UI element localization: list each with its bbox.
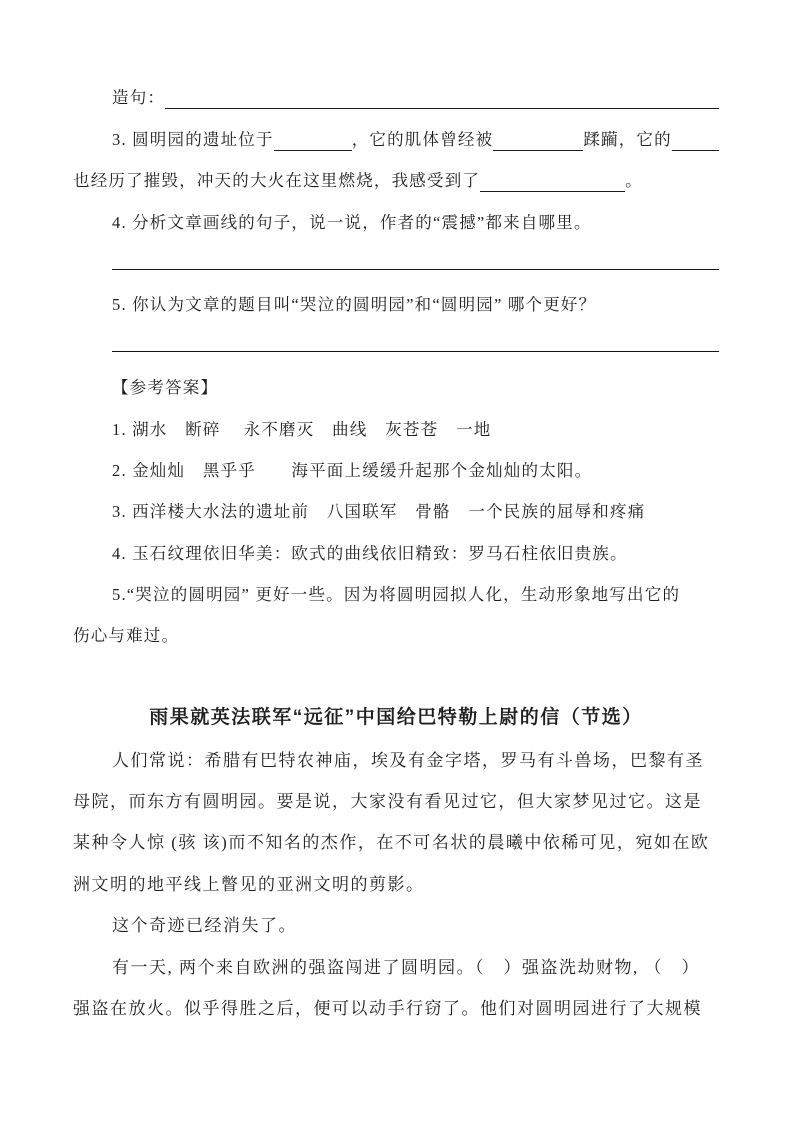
text-segment: 1. 湖水 断碎 永不磨灭 曲线 灰苍苍 一地: [112, 419, 492, 439]
answer-writing-rule: [112, 269, 719, 270]
text-segment: 4. 玉石纹理依旧华美：欧式的曲线依旧精致：罗马石柱依旧贵族。: [112, 543, 628, 563]
answer-rule-1: [73, 242, 719, 283]
document-body: [73, 76, 719, 1028]
letter-para-1-line-2: [73, 780, 719, 821]
text-segment: 5. 你认为文章的题目叫“哭泣的圆明园”和“圆明园” 哪个更好？: [112, 295, 597, 315]
question-3-line-1: [73, 117, 719, 158]
answer-1: [73, 407, 719, 448]
answer-2: [73, 449, 719, 490]
sentence-making-prompt: [73, 76, 719, 117]
letter-para-1-line-4: [73, 862, 719, 903]
text-segment: 。: [625, 171, 643, 191]
fill-in-blank-underline: [672, 147, 719, 151]
text-segment: 洲文明的地平线上瞥见的亚洲文明的剪影。: [73, 874, 425, 894]
text-segment: 某种令人惊 (骇 该)而不知名的杰作，在不可名状的晨曦中依稀可见，宛如在欧: [73, 833, 710, 853]
letter-para-1-line-1: [73, 738, 719, 779]
fill-in-blank-underline: [165, 105, 719, 109]
text-segment: 伤心与难过。: [73, 626, 180, 646]
text-segment: 人们常说：希腊有巴特农神庙，埃及有金字塔，罗马有斗兽场，巴黎有圣: [112, 750, 704, 770]
text-segment: 这个奇迹已经消失了。: [112, 916, 297, 936]
text-segment: 蹂躏，它的: [583, 129, 672, 149]
text-segment: 3. 圆明园的遗址位于: [112, 129, 274, 149]
answer-writing-rule: [112, 351, 719, 352]
text-segment: 母院，而东方有圆明园。要是说，大家没有看见过它，但大家梦见过它。这是: [73, 792, 702, 812]
fill-in-blank-underline: [493, 147, 583, 151]
text-segment: 也经历了摧毁，冲天的大火在这里燃烧，我感受到了: [73, 171, 481, 191]
text-segment: 【参考答案】: [112, 378, 219, 398]
text-segment: 雨果就英法联军“远征”中国给巴特勒上尉的信（节选）: [149, 707, 643, 729]
text-segment: 5.“哭泣的圆明园” 更好一些。因为将圆明园拟人化，生动形象地写出它的: [112, 585, 681, 605]
text-segment: 有一天, 两个来自欧洲的强盗闯进了圆明园。（ ）强盗洗劫财物, （ ）: [112, 957, 700, 977]
letter-para-3-line-1: [73, 945, 719, 986]
text-segment: 4. 分析文章画线的句子，说一说，作者的“震撼”都来自哪里。: [112, 212, 592, 232]
answer-3: [73, 490, 719, 531]
blank-spacer-line: [73, 655, 719, 696]
question-4: [73, 200, 719, 241]
text-segment: 强盗在放火。似乎得胜之后，便可以动手行窃了。他们对圆明园进行了大规模: [73, 998, 702, 1018]
fill-in-blank-underline: [274, 147, 352, 151]
text-segment: 造句：: [112, 88, 166, 108]
text-segment: 2. 金灿灿 黑乎乎 海平面上缓缓升起那个金灿灿的太阳。: [112, 460, 593, 480]
letter-para-3-line-2: [73, 987, 719, 1028]
letter-title: [73, 697, 719, 738]
text-segment: ，它的肌体曾经被: [351, 129, 494, 149]
text-segment: 3. 西洋楼大水法的遗址前 八国联军 骨骼 一个民族的屈辱和疼痛: [112, 502, 646, 522]
answer-5-line-1: [73, 573, 719, 614]
letter-para-1-line-3: [73, 821, 719, 862]
fill-in-blank-underline: [480, 188, 625, 192]
answer-rule-2: [73, 324, 719, 365]
reference-answers-heading: [73, 366, 719, 407]
question-3-line-2: [73, 159, 719, 200]
question-5: [73, 283, 719, 324]
letter-para-2: [73, 904, 719, 945]
answer-4: [73, 531, 719, 572]
answer-5-line-2: [73, 614, 719, 655]
